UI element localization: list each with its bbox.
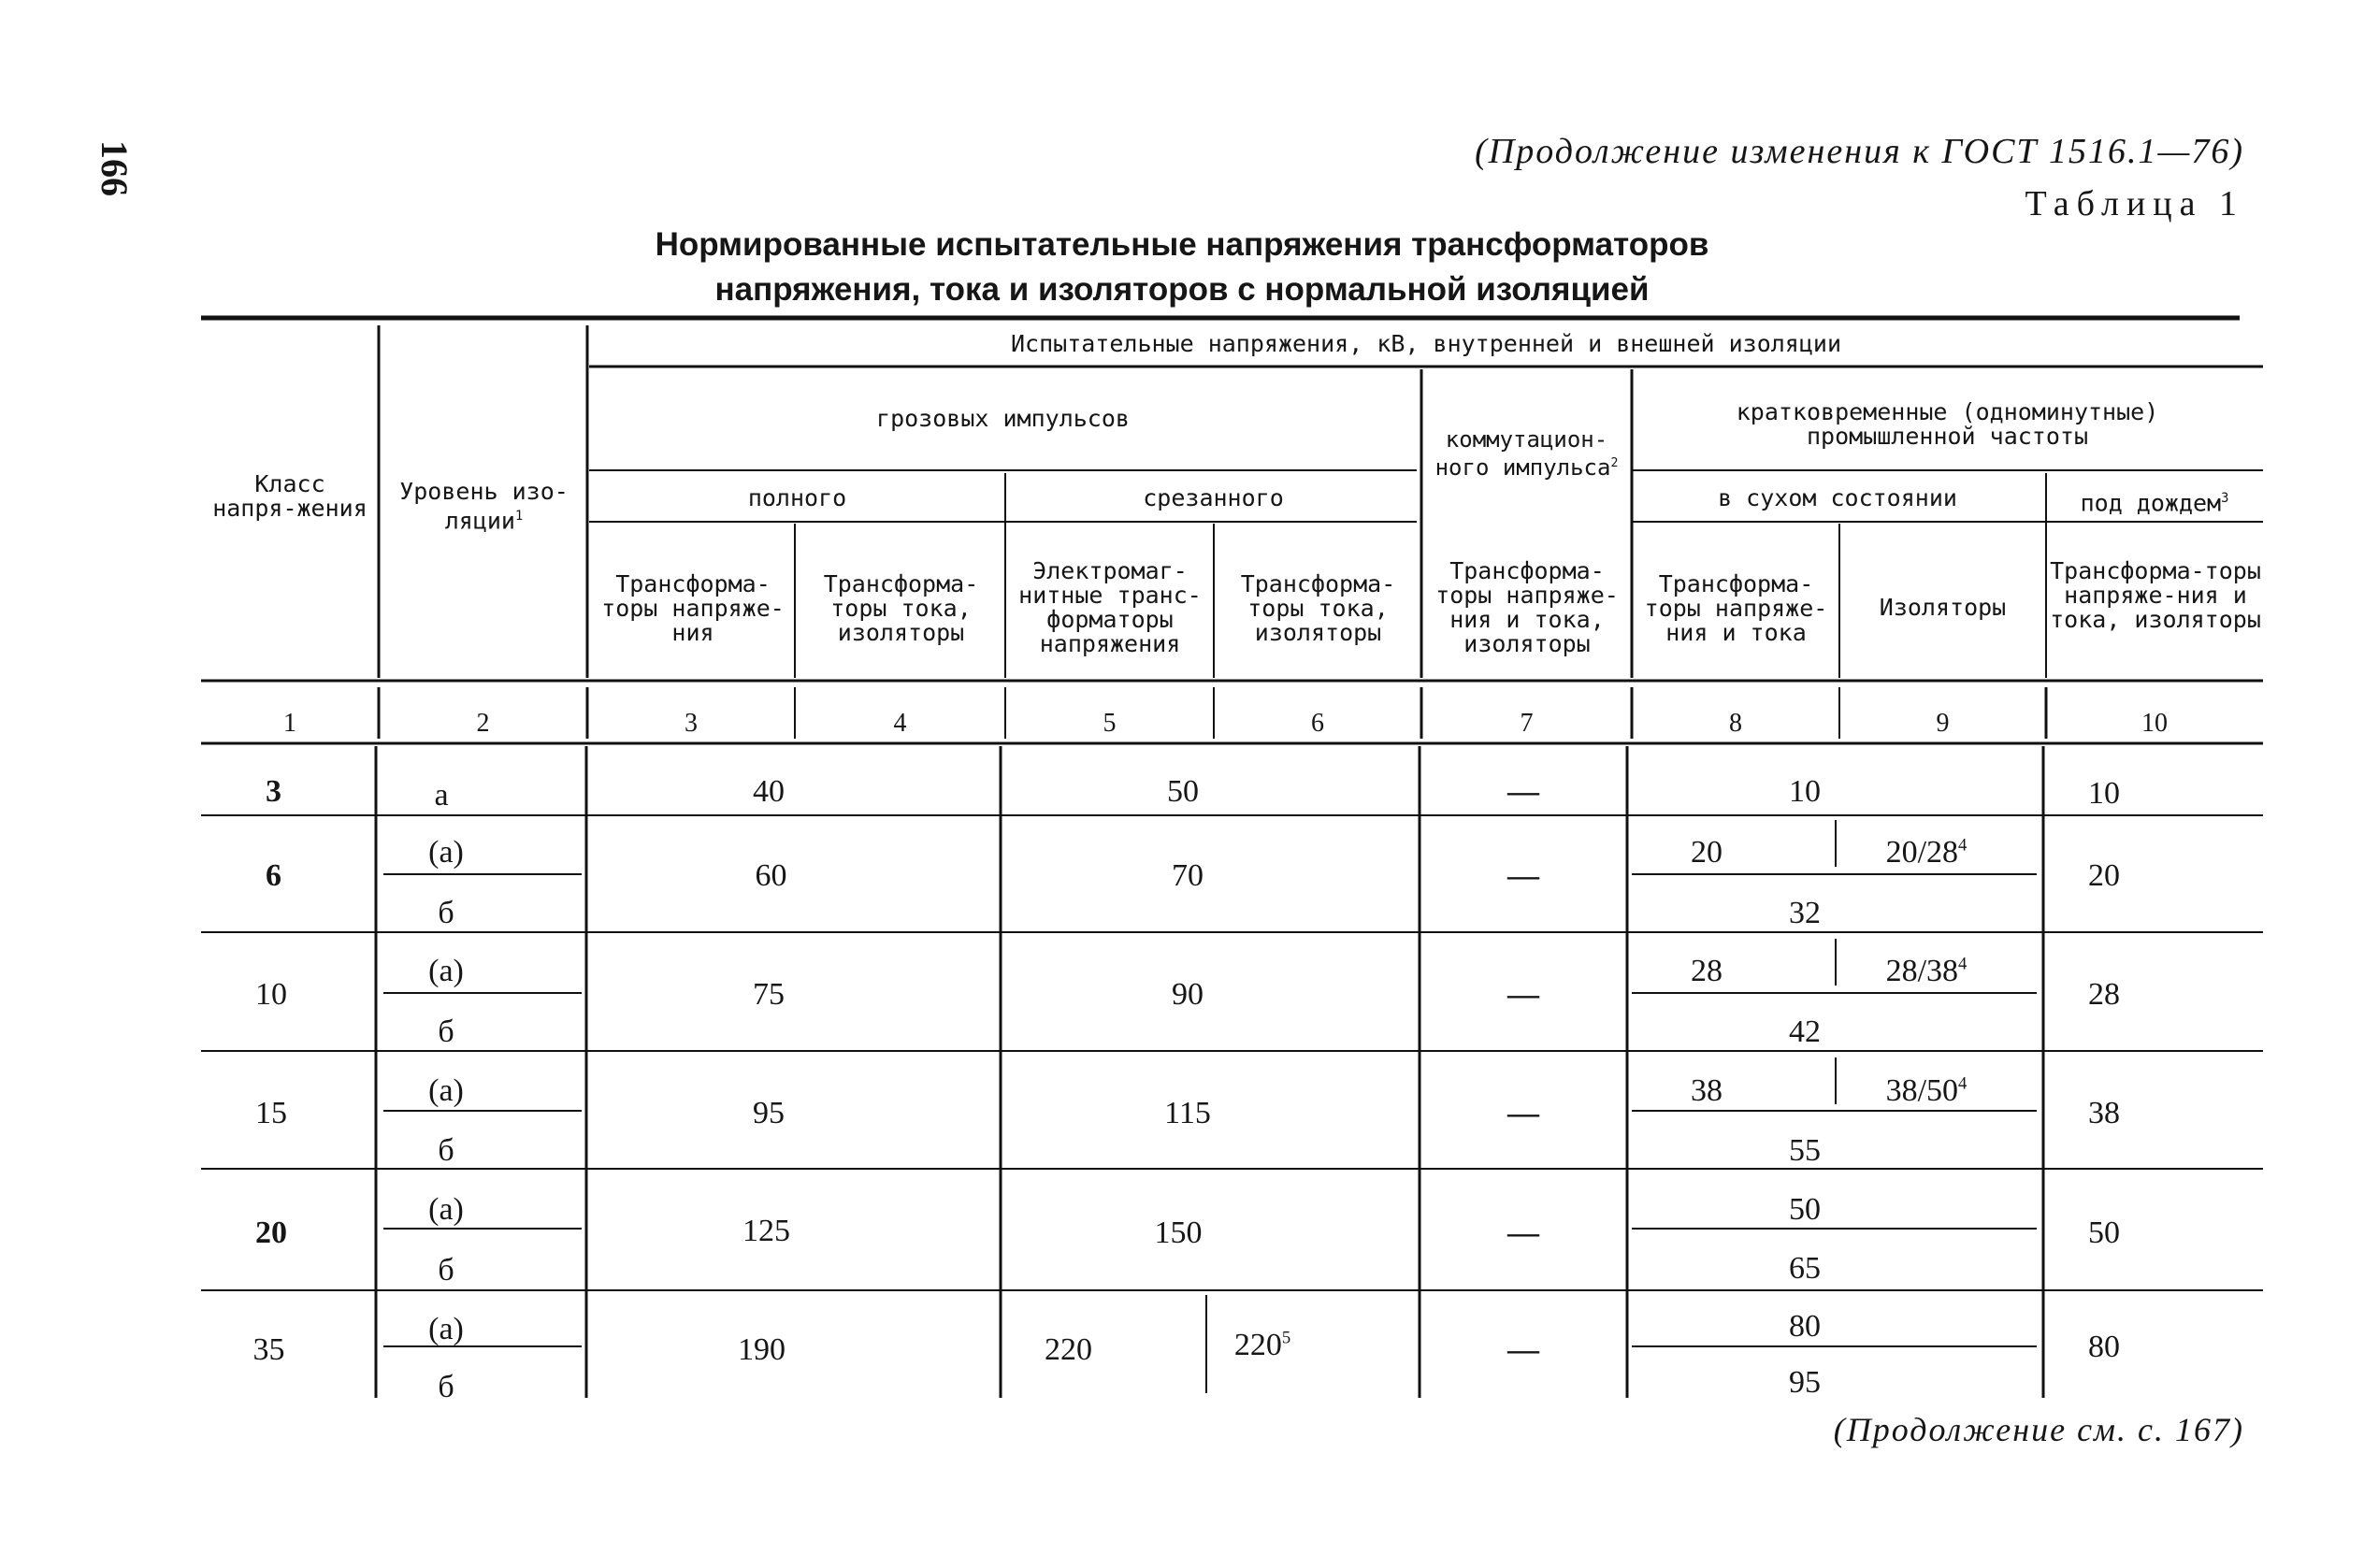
switching-impulse-value: — <box>1507 977 1539 1012</box>
insulation-level: (а) <box>428 1073 464 1108</box>
full-impulse-value: 125 <box>742 1214 790 1248</box>
column-number: 1 <box>283 709 296 738</box>
running-head: (Продолжение изменения к ГОСТ 1516.1—76) <box>1475 132 2244 171</box>
insulation-level: б <box>438 896 454 930</box>
chopped-impulse-value: 70 <box>1172 858 1204 893</box>
dry-insulator-value: $38/50^4$ <box>1885 1073 1968 1108</box>
column-number: 10 <box>2141 709 2168 738</box>
header-class: Класс напря-жения <box>212 470 368 522</box>
column-number: 3 <box>685 709 698 738</box>
insulation-level: а <box>434 778 449 813</box>
header-col-8: Трансформа-торы напряже-ния и тока <box>1644 570 1828 646</box>
column-number: 5 <box>1103 709 1117 738</box>
voltage-class: 3 <box>266 774 281 809</box>
rain-value: 38 <box>2088 1096 2120 1130</box>
dry-transformer-value: 20 <box>1691 835 1723 870</box>
voltage-class: 15 <box>255 1096 287 1130</box>
chopped-impulse-value: 150 <box>1154 1216 1203 1250</box>
header-col-3: Трансформа-торы напряже-ния <box>601 570 785 646</box>
voltage-class: 10 <box>255 977 287 1012</box>
insulation-level: б <box>438 1370 454 1404</box>
column-number: 8 <box>1729 709 1742 738</box>
header-switching-impulse: коммутацион-ного импульса$^2$ <box>1434 426 1619 481</box>
header-full-impulse: полного <box>747 484 847 511</box>
full-impulse-value: 95 <box>753 1096 785 1130</box>
header-col-5: Электромаг-нитные транс-форматоры напряжения <box>1018 557 1202 657</box>
header-dry-state: в сухом состоянии <box>1718 484 1957 511</box>
column-number: 9 <box>1936 709 1950 738</box>
voltage-class: 20 <box>255 1216 287 1250</box>
header-col-7: Трансформа-торы напряже-ния и тока, изоляторы <box>1435 557 1619 657</box>
voltage-class: 6 <box>266 858 281 893</box>
rain-value: 50 <box>2088 1216 2120 1250</box>
table-title-line-1: Нормированные испытательные напряжения трансформаторов <box>655 226 1709 263</box>
column-number: 4 <box>893 709 907 738</box>
rain-value: 10 <box>2088 776 2120 811</box>
full-impulse-value: 75 <box>753 977 785 1012</box>
header-short-term: кратковременные (одноминутные) промышленной частоты <box>1736 398 2159 450</box>
header-level: Уровень изо-ляции$^1$ <box>399 478 569 535</box>
rain-value: 28 <box>2088 977 2120 1012</box>
insulation-level: (а) <box>428 1192 464 1227</box>
chopped-transformer-value: 220 <box>1045 1332 1092 1367</box>
table-label: Таблица 1 <box>2025 184 2244 223</box>
insulation-level: (а) <box>428 835 464 870</box>
dry-value: 10 <box>1789 774 1821 809</box>
full-impulse-value: 60 <box>755 858 787 893</box>
continuation-note: (Продолжение см. с. 167) <box>1833 1411 2244 1448</box>
chopped-impulse-value: 50 <box>1167 774 1199 809</box>
switching-impulse-value: — <box>1507 1216 1539 1250</box>
column-number: 2 <box>476 709 490 738</box>
header-test-voltages: Испытательные напряжения, кВ, внутренней и внешней изоляции <box>1010 330 1842 357</box>
dry-value: 42 <box>1789 1014 1821 1049</box>
chopped-impulse-value: 115 <box>1164 1096 1211 1130</box>
switching-impulse-value: — <box>1507 1096 1539 1130</box>
dry-transformer-value: 28 <box>1691 954 1723 988</box>
dry-value: 32 <box>1789 896 1821 930</box>
dry-insulator-value: $20/28^4$ <box>1885 835 1968 870</box>
header-lightning-impulse: грозовых импульсов <box>876 405 1130 432</box>
insulation-level: (а) <box>428 1312 464 1346</box>
switching-impulse-value: — <box>1507 774 1539 809</box>
switching-impulse-value: — <box>1507 1332 1539 1367</box>
header-chopped-impulse: срезанного <box>1143 484 1284 511</box>
rain-value: 20 <box>2088 858 2120 893</box>
dry-insulator-value: $28/38^4$ <box>1885 954 1968 988</box>
header-col-6: Трансформа-торы тока, изоляторы <box>1240 570 1396 646</box>
table-title-line-2: напряжения, тока и изоляторов с нормальной изоляцией <box>714 271 1650 308</box>
voltage-class: 35 <box>252 1332 285 1367</box>
switching-impulse-value: — <box>1507 858 1539 893</box>
header-col-9: Изоляторы <box>1879 594 2007 621</box>
dry-value: 50 <box>1789 1192 1821 1227</box>
dry-value: 95 <box>1789 1365 1821 1400</box>
full-impulse-value: 40 <box>753 774 785 809</box>
insulation-level: б <box>438 1133 454 1168</box>
column-number: 6 <box>1311 709 1324 738</box>
full-impulse-value: 190 <box>738 1332 786 1367</box>
page-number: 166 <box>94 140 136 196</box>
dry-transformer-value: 38 <box>1691 1073 1723 1108</box>
header-under-rain: под дождем$^3$ <box>2080 489 2229 517</box>
insulation-level: (а) <box>428 954 464 988</box>
chopped-impulse-value: 90 <box>1172 977 1204 1012</box>
chopped-insulator-value: $220^5$ <box>1233 1328 1291 1362</box>
header-col-10: Трансформа-торы напряже-ния и тока, изоляторы <box>2050 557 2261 633</box>
column-number: 7 <box>1520 709 1534 738</box>
dry-value: 55 <box>1789 1133 1821 1168</box>
insulation-level: б <box>438 1253 454 1287</box>
insulation-level: б <box>438 1014 454 1049</box>
header-col-4: Трансформа-торы тока, изоляторы <box>823 570 979 646</box>
dry-value: 65 <box>1789 1251 1821 1286</box>
rain-value: 80 <box>2088 1330 2120 1364</box>
dry-value: 80 <box>1789 1309 1821 1344</box>
